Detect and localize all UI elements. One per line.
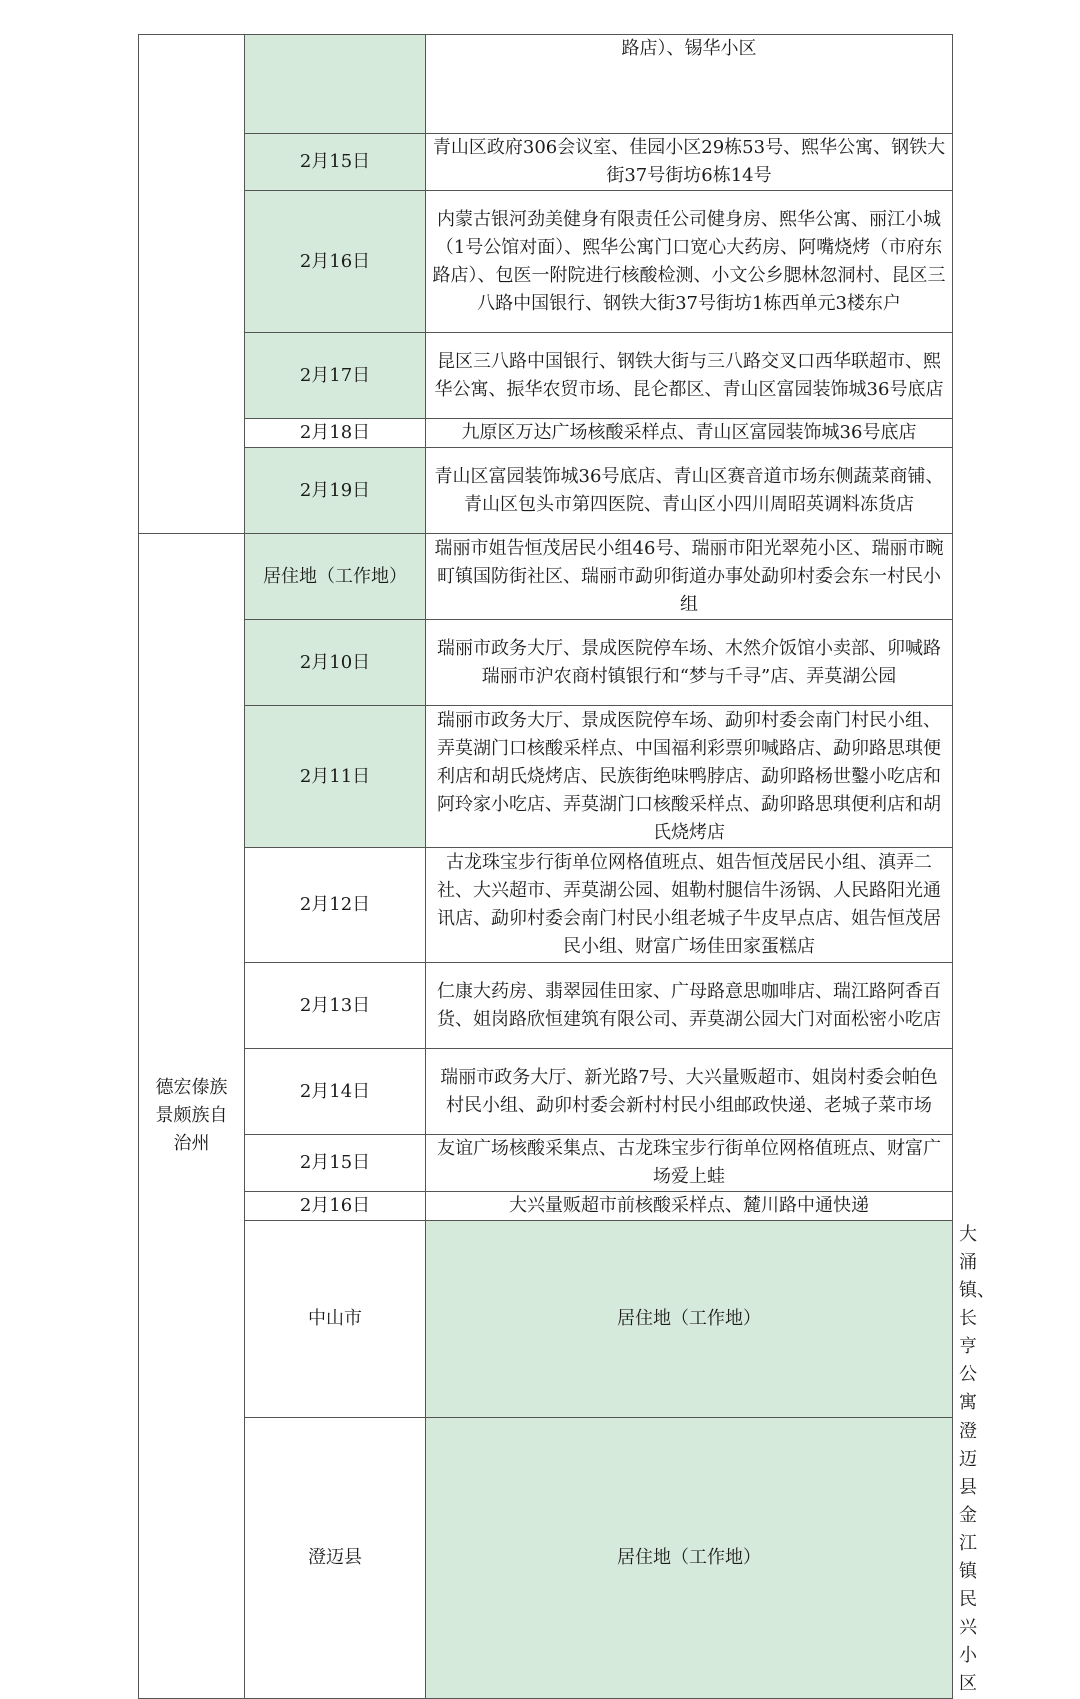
table-row xyxy=(139,848,953,963)
locations-table xyxy=(138,34,995,1699)
date-cell: 2月16日 xyxy=(245,191,426,333)
places-cell: 青山区政府306会议室、佳园小区29栋53号、熙华公寓、钢铁大街37号街坊6栋14号 xyxy=(426,134,953,191)
table-row xyxy=(139,706,953,848)
table-row xyxy=(139,419,953,448)
table-row: 澄迈县 居住地（工作地） 澄迈县金江镇民兴小区 xyxy=(139,1418,953,1699)
table-row: 中山市 居住地（工作地） 大涌镇、长亨公寓 xyxy=(139,1221,953,1418)
date-cell: 居住地（工作地） xyxy=(426,1418,953,1699)
date-cell: 2月13日 xyxy=(245,963,426,1049)
region-cell: 德宏傣族景颇族自治州 xyxy=(139,534,245,1699)
date-cell: 2月17日 xyxy=(245,333,426,419)
places-cell: 青山区富园装饰城36号底店、青山区赛音道市场东侧蔬菜商铺、青山区包头市第四医院、青山区小四川周昭英调料冻货店 xyxy=(426,448,953,534)
region-cell: 中山市 xyxy=(245,1221,426,1418)
places-cell: 瑞丽市政务大厅、新光路7号、大兴量贩超市、姐岗村委会帕色村民小组、勐卯村委会新村村民小组邮政快递、老城子菜市场 xyxy=(426,1049,953,1135)
date-cell: 2月18日 xyxy=(245,419,426,448)
places-cell: 瑞丽市姐告恒茂居民小组46号、瑞丽市阳光翠苑小区、瑞丽市畹町镇国防街社区、瑞丽市勐卯街道办事处勐卯村委会东一村民小组 xyxy=(426,534,953,620)
places-cell: 路店）、锡华小区 xyxy=(426,35,953,134)
table-row xyxy=(139,448,953,534)
region-cell: 澄迈县 xyxy=(245,1418,426,1699)
places-cell: 昆区三八路中国银行、钢铁大街与三八路交叉口西华联超市、熙华公寓、振华农贸市场、昆仑都区、青山区富园装饰城36号底店 xyxy=(426,333,953,419)
table-row xyxy=(139,1135,953,1192)
date-cell xyxy=(245,35,426,134)
table-row xyxy=(139,1192,953,1221)
date-cell: 2月15日 xyxy=(245,1135,426,1192)
date-cell: 2月16日 xyxy=(245,1192,426,1221)
places-cell: 瑞丽市政务大厅、景成医院停车场、勐卯村委会南门村民小组、弄莫湖门口核酸采样点、中国福利彩票卯喊路店、勐卯路思琪便利店和胡氏烧烤店、民族街绝味鸭脖店、勐卯路杨世鑿小吃店和阿玲家小吃店、弄莫湖门口核酸采样点、勐卯路思琪便利店和胡氏烧烤店 xyxy=(426,706,953,848)
date-cell: 2月14日 xyxy=(245,1049,426,1135)
table-row xyxy=(139,134,953,191)
date-cell: 2月10日 xyxy=(245,620,426,706)
places-cell: 古龙珠宝步行街单位网格值班点、姐告恒茂居民小组、滇弄二社、大兴超市、弄莫湖公园、姐勒村腿信牛汤锅、人民路阳光通讯店、勐卯村委会南门村民小组老城子牛皮早点店、姐告恒茂居民小组、财富广场佳田家蛋糕店 xyxy=(426,848,953,963)
places-cell: 仁康大药房、翡翠园佳田家、广母路意思咖啡店、瑞江路阿香百货、姐岗路欣恒建筑有限公司、弄莫湖公园大门对面松密小吃店 xyxy=(426,963,953,1049)
table-row xyxy=(139,333,953,419)
date-cell: 2月12日 xyxy=(245,848,426,963)
places-cell: 九原区万达广场核酸采样点、青山区富园装饰城36号底店 xyxy=(426,419,953,448)
date-cell: 2月15日 xyxy=(245,134,426,191)
places-cell: 友谊广场核酸采集点、古龙珠宝步行街单位网格值班点、财富广场爱上蛙 xyxy=(426,1135,953,1192)
date-cell: 居住地（工作地） xyxy=(245,534,426,620)
table-row xyxy=(139,35,953,134)
region-cell xyxy=(139,35,245,534)
places-cell: 大兴量贩超市前核酸采样点、麓川路中通快递 xyxy=(426,1192,953,1221)
table-row xyxy=(139,191,953,333)
table-row xyxy=(139,1049,953,1135)
table-row xyxy=(139,534,953,620)
places-cell: 内蒙古银河劲美健身有限责任公司健身房、熙华公寓、丽江小城（1号公馆对面）、熙华公寓门口宽心大药房、阿嘴烧烤（市府东路店）、包医一附院进行核酸检测、小文公乡腮林忽洞村、昆区三八路中国银行、钢铁大街37号街坊1栋西单元3楼东户 xyxy=(426,191,953,333)
date-cell: 居住地（工作地） xyxy=(426,1221,953,1418)
table-row xyxy=(139,963,953,1049)
places-cell: 瑞丽市政务大厅、景成医院停车场、木然介饭馆小卖部、卯喊路瑞丽市沪农商村镇银行和“梦与千寻”店、弄莫湖公园 xyxy=(426,620,953,706)
date-cell: 2月11日 xyxy=(245,706,426,848)
date-cell: 2月19日 xyxy=(245,448,426,534)
table-row xyxy=(139,620,953,706)
